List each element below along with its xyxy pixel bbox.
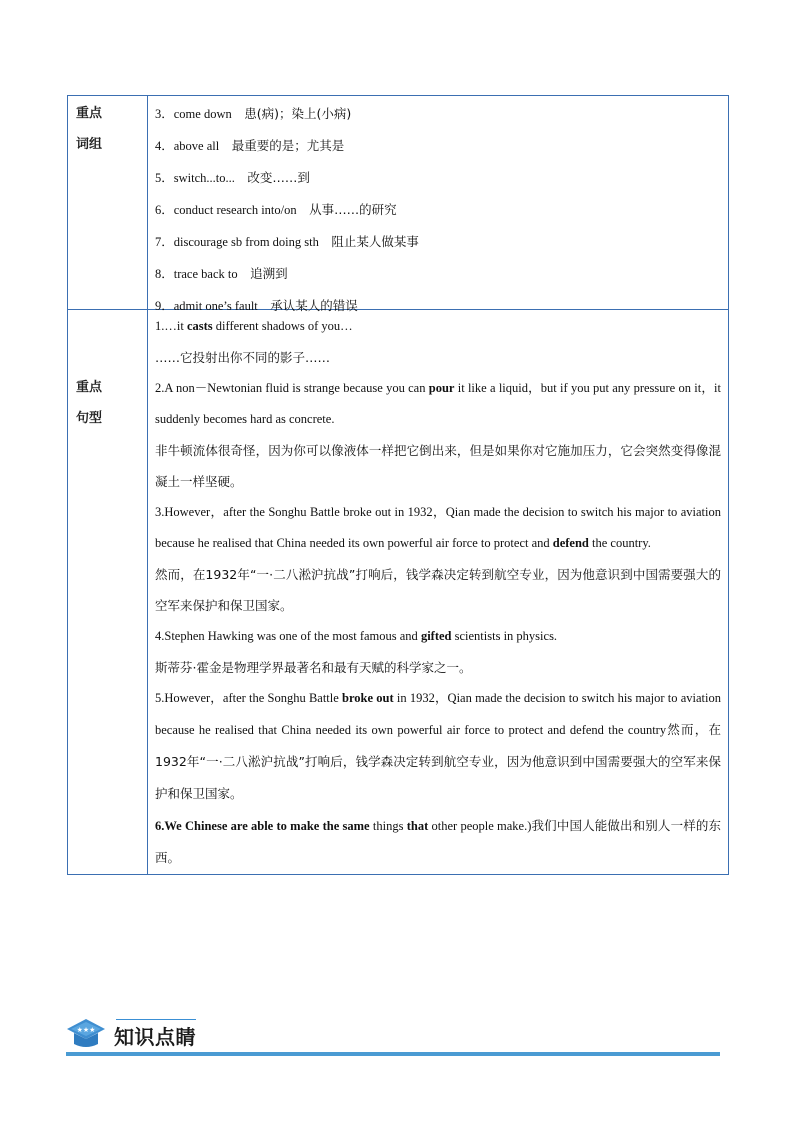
key-phrases-label: 重点 词组 — [68, 96, 148, 309]
sentence-6: 6.We Chinese are able to make the same things that other people make.)我们中国人能做出和别人一样的东西。 — [155, 818, 721, 865]
key-sentences-list — [148, 310, 728, 874]
phrase-chinese: 从事……的研究 — [309, 202, 397, 217]
phrase-english: 8．trace back to — [155, 267, 238, 281]
phrase-item — [155, 98, 721, 130]
graduation-cap-icon — [66, 1016, 106, 1052]
sentence-1-en: 1.…it casts different shadows of you… — [155, 319, 353, 333]
phrase-english: 6．conduct research into/on — [155, 203, 297, 217]
phrase-english: 5．switch...to... — [155, 171, 235, 185]
key-sentences-row — [68, 309, 728, 874]
key-phrases-list — [148, 96, 728, 313]
vocabulary-table — [67, 95, 729, 875]
phrase-english: 9．admit one’s fault — [155, 299, 258, 313]
section-footer — [66, 1012, 720, 1057]
footer-rule — [66, 1052, 720, 1056]
phrase-chinese: 追溯到 — [250, 266, 288, 281]
phrase-item — [155, 226, 721, 258]
key-phrases-row — [68, 96, 728, 313]
section-title: 知识点睛 — [114, 1025, 196, 1049]
phrase-chinese: 改变……到 — [247, 170, 310, 185]
sentence-4-en: 4.Stephen Hawking was one of the most famous and gifted scientists in physics. — [155, 629, 558, 643]
sentence-3-en: 3.However，after the Songhu Battle broke out in 1932，Qian made the decision to switch his major to aviation because he realised that China needed its own powerful air force to protect and defend the country. — [155, 505, 721, 550]
footer-top-rule — [116, 1019, 196, 1020]
phrase-item — [155, 162, 721, 194]
sentence-3-cn: 然而，在1932年“一·二八淞沪抗战”打响后，钱学森决定转到航空专业，因为他意识到中国需要强大的空军来保护和保卫国家。 — [155, 567, 721, 613]
sentence-2-en: 2.A non－Newtonian fluid is strange because you can pour it like a liquid，but if you put any pressure on it，it suddenly becomes hard as concrete. — [155, 381, 721, 426]
phrase-english: 7．discourage sb from doing sth — [155, 235, 319, 249]
sentence-1-cn: ……它投射出你不同的影子…… — [155, 350, 331, 365]
phrase-chinese: 患(病)；染上(小病) — [244, 106, 352, 121]
phrase-item — [155, 130, 721, 162]
phrase-chinese: 最重要的是；尤其是 — [231, 138, 345, 153]
phrase-item — [155, 194, 721, 226]
sentence-2-cn: 非牛顿流体很奇怪，因为你可以像液体一样把它倒出来，但是如果你对它施加压力，它会突然变得像混凝土一样坚硬。 — [155, 443, 721, 489]
phrase-english: 4．above all — [155, 139, 220, 153]
phrase-chinese: 承认某人的错误 — [270, 298, 358, 313]
sentence-4-cn: 斯蒂芬·霍金是物理学界最著名和最有天赋的科学家之一。 — [155, 660, 472, 675]
sentence-5: 5.However，after the Songhu Battle broke out in 1932，Qian made the decision to switch his major to aviation because he realised that China needed its own powerful air force to protect and defend the country然而，在1932年“一·二八淞沪抗战”打响后，钱学森决定转到航空专业，因为他意识到中国需要强大的空军来保护和保卫国家。 — [155, 691, 721, 801]
phrase-item — [155, 258, 721, 290]
phrase-english: 3．come down — [155, 107, 232, 121]
svg-text:★★★: ★★★ — [76, 1026, 96, 1034]
phrase-chinese: 阻止某人做某事 — [331, 234, 419, 249]
key-sentences-label: 重点 句型 — [68, 310, 148, 874]
